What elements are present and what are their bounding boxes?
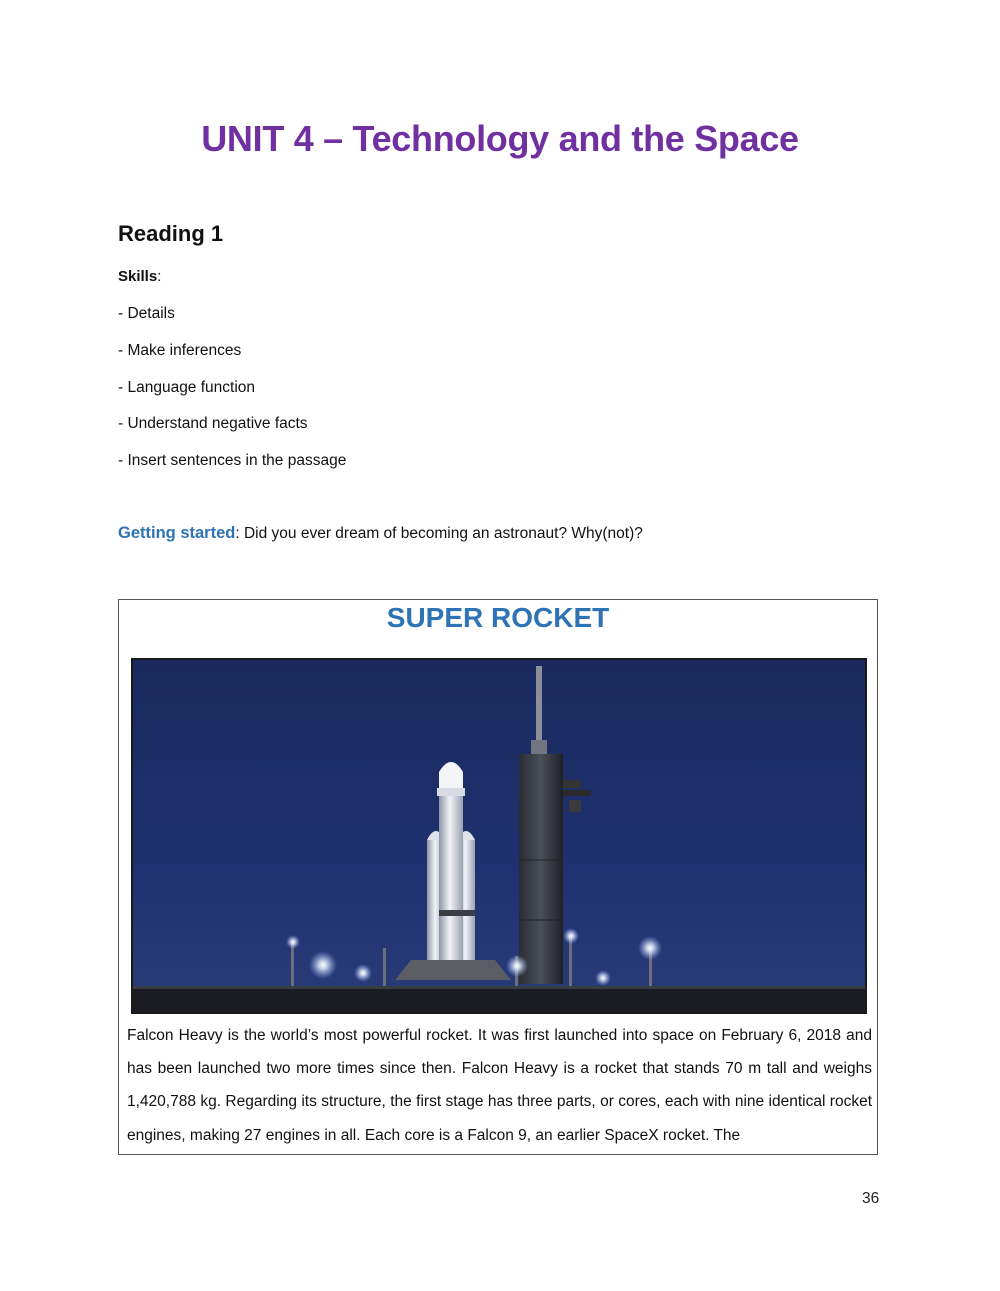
sky-background xyxy=(133,660,865,1012)
center-core xyxy=(439,788,463,972)
skill-item: - Language function xyxy=(118,378,256,396)
article-title: SUPER ROCKET xyxy=(386,602,610,633)
skill-item: - Make inferences xyxy=(118,341,242,359)
skill-item: - Details xyxy=(118,305,175,322)
page-number: 36 xyxy=(862,1190,880,1207)
skill-list xyxy=(118,304,346,488)
launch-mount xyxy=(395,960,511,980)
skills-label xyxy=(118,268,161,285)
skill-item: - Insert sentences in the passage xyxy=(118,452,347,470)
reading-title: Reading 1 xyxy=(118,221,224,246)
getting-started-label: Getting started xyxy=(118,524,236,542)
skill-item: - Understand negative facts xyxy=(118,415,308,433)
skills-label-colon: : xyxy=(157,268,162,285)
article-body: Falcon Heavy is the world’s most powerful rocket. It was first launched into space on February 6, 2018 and has been launched two more times since then. Falcon Heavy is a rocket that stands 70 m tall and weighs 1,420,788 kg. Regarding its structure, the first stage has three parts, or cores, each with nine identical rocket engines, making 27 engines in all. Each core is a Falcon 9, an earlier SpaceX rocket. The xyxy=(127,1027,872,1144)
unit-title: UNIT 4 – Technology and the Space xyxy=(201,118,799,159)
getting-started xyxy=(118,524,643,543)
service-tower xyxy=(519,754,563,984)
lightning-mast xyxy=(536,666,542,746)
skills-label-text: Skills xyxy=(118,268,158,285)
article-box xyxy=(118,599,878,1155)
getting-started-question: : Did you ever dream of becoming an astronaut? Why(not)? xyxy=(235,525,643,542)
rocket-launch-photo xyxy=(131,658,867,1014)
floodlight-glow xyxy=(309,951,337,979)
launch-pad-ground xyxy=(133,986,865,1012)
